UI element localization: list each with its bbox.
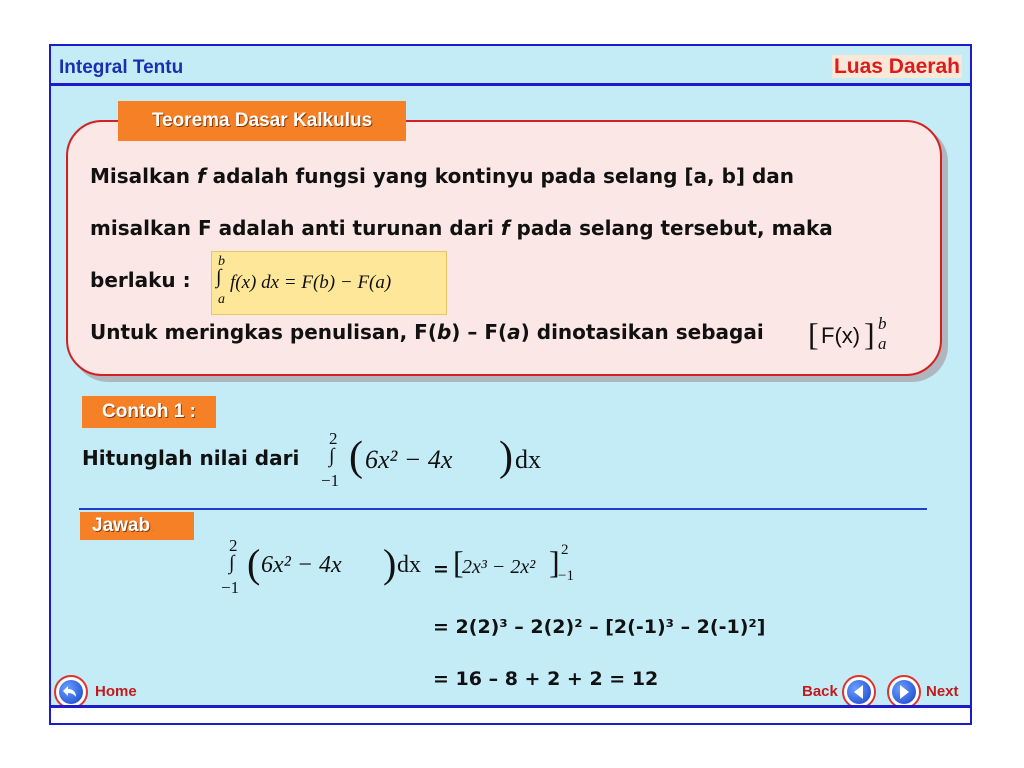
function-symbol: f [197,164,206,188]
eval-lower: −1 [558,568,574,584]
example-upper-limit: 2 [329,429,338,448]
example-tag: Contoh 1 : [82,396,216,428]
back-link[interactable]: Back [802,683,838,700]
example-dx: dx [515,445,541,474]
left-paren: ( [247,541,261,586]
answer-integrand: 6x² − 4x [261,552,342,578]
antiderivative: 2x³ − 2x² [462,556,536,578]
divider-line [79,508,927,510]
theorem-line-4 [90,320,764,344]
back-arrow-icon [59,680,83,704]
theorem-line-2-start: misalkan F adalah anti turunan dari [90,216,501,240]
right-paren: ) [499,434,513,480]
left-paren: ( [349,434,363,480]
theorem-line-2-end: pada selang tersebut, maka [509,216,833,240]
notation-upper: b [878,314,887,333]
theorem-line-4-part-c: ) – F( [451,320,508,344]
example-integrand: 6x² − 4x [365,445,453,474]
answer-lower-limit: −1 [221,578,240,597]
theorem-line-4-part-a: Untuk meringkas penulisan, F( [90,320,437,344]
home-button[interactable] [54,675,88,709]
formula-upper-limit: b [218,254,225,269]
formula-lower-limit: a [218,292,225,307]
next-button[interactable] [887,675,921,709]
next-link[interactable]: Next [926,683,959,700]
bottom-bar [51,705,970,723]
integral-sign: ∫ [329,445,335,467]
section-title-text: Luas Daerah [833,55,960,78]
left-triangle-icon [847,680,871,704]
theorem-line-4-part-e: ) dinotasikan sebagai [520,320,764,344]
integral-sign: ∫ [229,552,235,574]
app-title: Integral Tentu [59,57,184,78]
theorem-line-4-a: a [507,320,521,344]
slide-frame [49,44,972,725]
top-bar [51,46,970,86]
theorem-line-1-start: Misalkan [90,164,198,188]
left-bracket: [ [453,544,464,580]
theorem-tag: Teorema Dasar Kalkulus [118,101,406,141]
formula-integrand: f(x) dx = F(b) − F(a) [230,272,392,293]
answer-step-2: = 2(2)³ – 2(2)² – [2(-1)³ – 2(-1)²] [433,616,766,638]
answer-step-3: = 16 – 8 + 2 + 2 = 12 [433,668,659,690]
theorem-line-2 [90,216,833,240]
answer-integral [221,536,431,600]
antiderivative-eval [453,542,583,592]
back-button[interactable] [842,675,876,709]
home-link[interactable]: Home [95,683,137,700]
example-integral [321,429,571,493]
fundamental-theorem-formula [211,251,447,315]
answer-dx: dx [397,552,421,578]
theorem-line-1 [90,164,794,188]
notation-lower: a [878,334,887,353]
bracket-notation [808,316,888,360]
section-title [832,55,962,79]
answer-upper-limit: 2 [229,536,238,555]
right-triangle-icon [892,680,916,704]
eval-upper: 2 [561,542,569,558]
theorem-line-3: berlaku : [90,268,191,292]
integral-sign: ∫ [216,266,222,288]
example-lower-limit: −1 [321,471,340,490]
right-bracket: ] [549,544,560,580]
equals-sign: = [433,558,449,580]
function-symbol: f [500,216,510,240]
right-bracket: ] [864,316,875,352]
left-bracket: [ [808,316,819,352]
answer-tag: Jawab [80,512,194,540]
right-paren: ) [383,541,397,586]
example-prompt: Hitunglah nilai dari [82,446,300,470]
theorem-line-1-end: adalah fungsi yang kontinyu pada selang [a, b] dan [205,164,795,188]
notation-expr: F(x) [821,323,861,348]
theorem-line-4-b: b [436,320,452,344]
